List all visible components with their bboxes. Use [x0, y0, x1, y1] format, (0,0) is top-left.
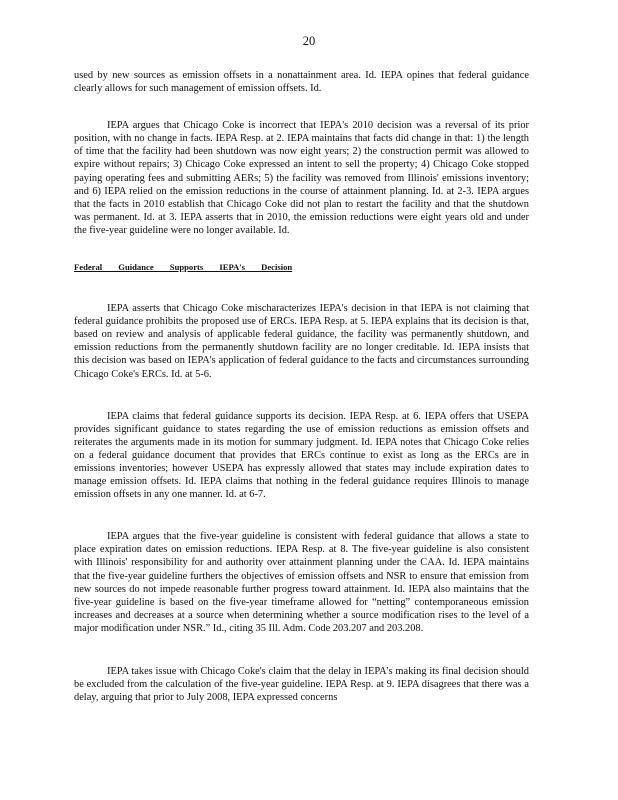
- section-heading: Federal Guidance Supports IEPA's Decision: [74, 262, 293, 273]
- paragraph: IEPA argues that Chicago Coke is incorrect that IEPA's 2010 decision was a reversal of its prior position, with no change in facts. IEPA Resp. at 2. IEPA maintains that facts did change in that: 1) the length of time that the facility had been shutdown was now eight years; 2) the construction permit was allowed to expire without repairs; 3) Chicago Coke expressed an intent to sell the property; 4) Chicago Coke stopped paying operating fees and submitting AERs; 5) the facility was removed from Illinois' emissions inventory; and 6) IEPA relied on the emission reductions in the course of attainment planning. Id. at 2-3. IEPA argues that the facts in 2010 establish that Chicago Coke did not plan to restart the facility and that the shutdown was permanent. Id. at 3. IEPA asserts that in 2010, the emission reductions were eight years old and under the five-year guideline were no longer available. Id.: [74, 120, 529, 236]
- paragraph: used by new sources as emission offsets in a nonattainment area. Id. IEPA opines that federal guidance clearly allows for such management of emission offsets. Id.: [74, 70, 529, 95]
- document-body: [74, 69, 529, 704]
- paragraph: IEPA takes issue with Chicago Coke's claim that the delay in IEPA's making its final decision should be excluded from the calculation of the five-year guideline. IEPA Resp. at 9. IEPA disagrees that there was a delay, arguing that prior to July 2008, IEPA expressed concerns: [74, 666, 529, 704]
- paragraph: IEPA argues that the five-year guideline is consistent with federal guidance that allows a state to place expiration dates on emission reductions. IEPA Resp. at 8. The five-year guideline is also consistent with Illinois' responsibility for and authority over attainment planning under the CAA. Id. IEPA maintains that the five-year guideline furthers the objectives of emission offsets and NSR to ensure that emission from new sources do not impede reasonable further progress toward attainment. Id. IEPA also maintains that the five-year guideline is based on the five-year timeframe allowed for “netting” contemporaneous emission increases and decreases at a source when determining whether a source modification rises to the level of a major modification under NSR.” Id., citing 35 Ill. Adm. Code 203.207 and 203.208.: [74, 531, 529, 634]
- page-number: 20: [302, 34, 316, 48]
- section-heading-wrap: [74, 249, 529, 274]
- paragraph: IEPA asserts that Chicago Coke mischaracterizes IEPA's decision in that IEPA is not claiming that federal guidance prohibits the proposed use of ERCs. IEPA Resp. at 5. IEPA explains that its decision is that, based on review and analysis of applicable federal guidance, the facility was permanently shutdown, and emission reductions from the permanently shutdown facility are no longer creditable. Id. IEPA insists that this decision was based on IEPA's application of federal guidance to the facts and circumstances surrounding Chicago Coke's ERCs. Id. at 5-6.: [74, 303, 529, 380]
- paragraph: IEPA claims that federal guidance supports its decision. IEPA Resp. at 6. IEPA offers that USEPA provides significant guidance to states regarding the use of emission reductions as emission offsets and reiterates the arguments made in its motion for summary judgment. Id. IEPA notes that Chicago Coke relies on a federal guidance document that provides that ERCs continue to exist as long as the ERCs are in emissions inventories; however USEPA has expressly allowed that states may include expiration dates to manage emission offsets. Id. IEPA claims that nothing in the federal guidance requires Illinois to manage emission offsets in any one manner. Id. at 6-7.: [74, 410, 529, 501]
